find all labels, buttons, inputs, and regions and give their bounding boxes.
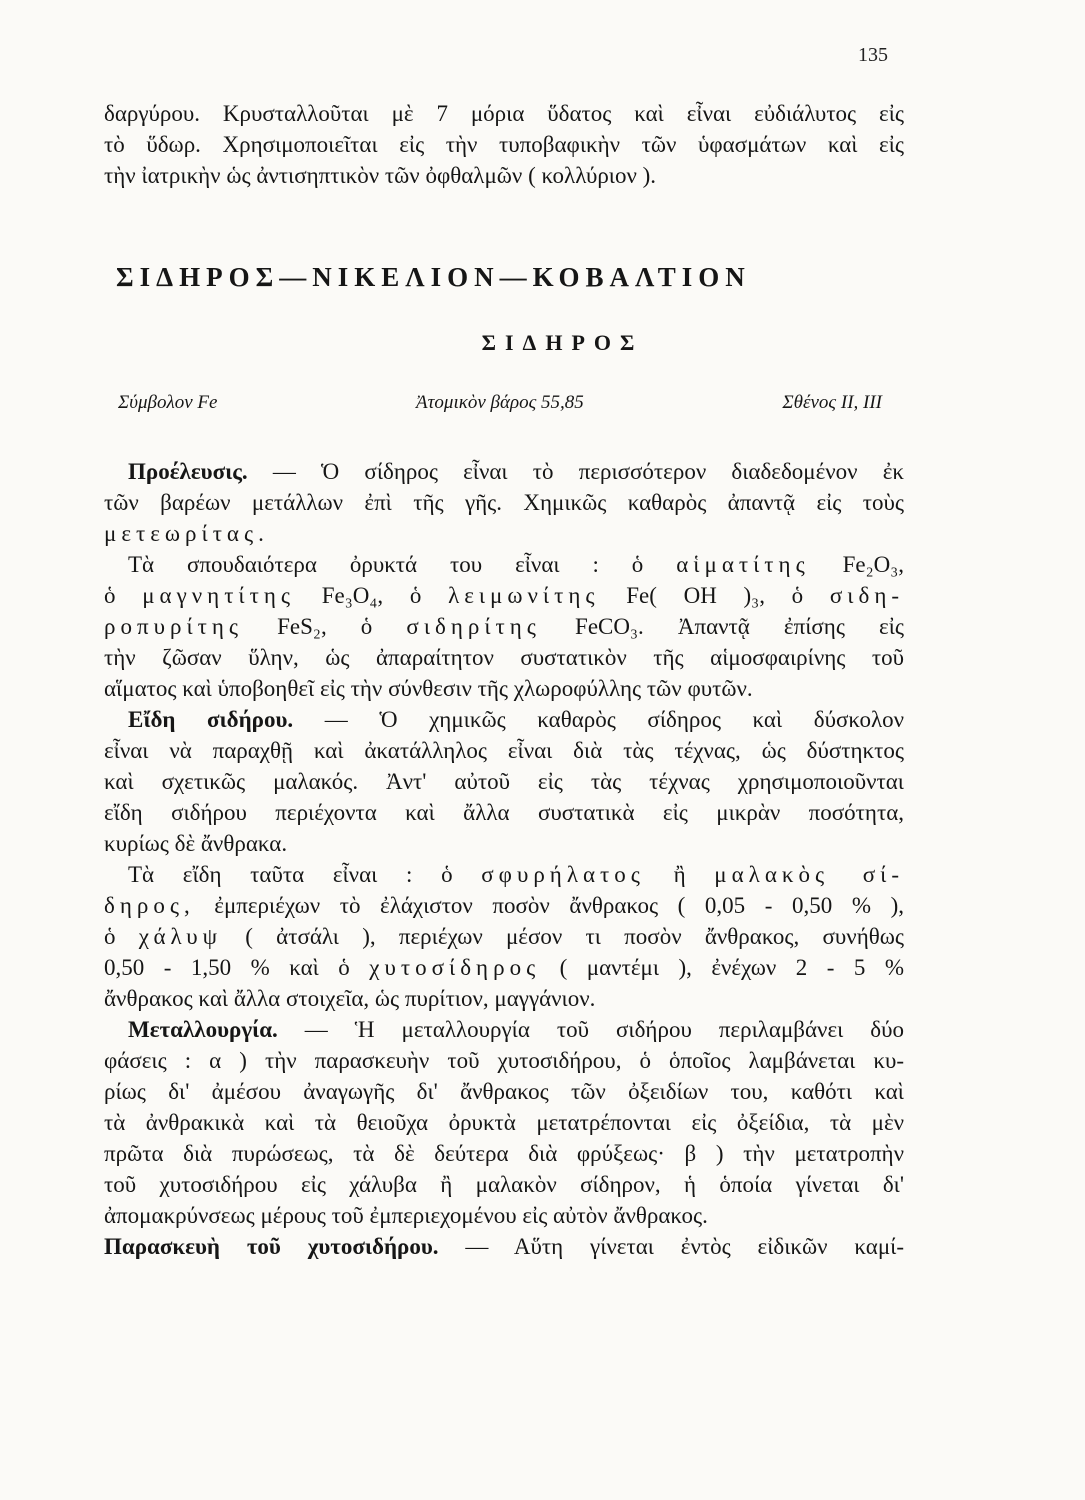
symbol-label: Σύμβολον Fe [118, 392, 218, 413]
text-line: 0,50 - 1,50 % καὶ ὁ χυτοσίδηρος ( μαντέμι ), ἐνέχων 2 - 5 % [104, 955, 905, 980]
text-line: ἄνθρακος καὶ ἄλλα στοιχεῖα, ὡς πυρίτιον, μαγγάνιον. [104, 986, 596, 1011]
chapter-title: ΣΙΔΗΡΟΣ—ΝΙΚΕΛΙΟΝ—ΚΟΒΑΛΤΙΟΝ [116, 262, 751, 292]
text-line: εἶναι νὰ παραχθῇ καὶ ἀκατάλληλος εἶναι διὰ τὰς τέχνας, ὡς δύστηκτος [104, 738, 904, 763]
text-line: αἵματος καὶ ὑποβοηθεῖ εἰς τὴν σύνθεσιν τῆς χλωροφύλλης τῶν φυτῶν. [104, 676, 753, 701]
paragraph-heading: Προέλευσις. [128, 459, 248, 484]
intro-paragraph [104, 98, 904, 191]
text-line: Προέλευσις. — Ὁ σίδηρος εἶναι τὸ περισσότερον διαδεδομένον ἐκ [128, 459, 905, 484]
text-line: ὁ μαγνητίτης Fe₃O₄, ὁ λειμωνίτης Fe( OH )₃, ὁ σιδη- [104, 583, 905, 608]
page-number: 135 [858, 44, 888, 66]
text-line: τὸ ὕδωρ. Χρησιμοποιεῖται εἰς τὴν τυποβαφικὴν τῶν ὑφασμάτων καὶ εἰς [104, 132, 904, 157]
valence-label: Σθένος II, III [782, 392, 882, 413]
paragraph-heading: Παρασκευὴ τοῦ χυτοσιδήρου. [104, 1234, 439, 1259]
text-line: δαργύρου. Κρυσταλλοῦται μὲ 7 μόρια ὕδατος καὶ εἶναι εὐδιάλυτος εἰς [104, 101, 904, 126]
text-line: Μεταλλουργία. — Ἡ μεταλλουργία τοῦ σιδήρου περιλαμβάνει δύο [128, 1017, 905, 1042]
atomic-weight-label: Ἀτομικὸν βάρος 55,85 [416, 392, 584, 413]
text-line: ροπυρίτης FeS₂, ὁ σιδηρίτης FeCO₃. Ἀπαντᾷ ἐπίσης εἰς [104, 614, 904, 639]
text-line: τὴν ζῶσαν ὕλην, ὡς ἀπαραίτητον συστατικὸν τῆς αἱμοσφαιρίνης τοῦ [104, 645, 904, 670]
paragraph-heading: Μεταλλουργία. [128, 1017, 278, 1042]
text-line: τῶν βαρέων μετάλλων ἐπὶ τῆς γῆς. Χημικῶς καθαρὸς ἀπαντᾷ εἰς τοὺς [104, 490, 904, 515]
text-line: Τὰ εἴδη ταῦτα εἶναι : ὁ σφυρήλατος ἢ μαλακὸς σί- [128, 862, 905, 887]
text-line: δηρος, ἐμπεριέχων τὸ ἐλάχιστον ποσὸν ἄνθρακος ( 0,05 - 0,50 % ), [104, 893, 904, 918]
text-line: ὁ χάλυψ ( ἀτσάλι ), περιέχων μέσον τι ποσὸν ἄνθρακος, συνήθως [104, 924, 905, 949]
text-line: κυρίως δὲ ἄνθρακα. [104, 831, 288, 856]
text-line: εἴδη σιδήρου περιέχοντα καὶ ἄλλα συστατικὰ εἰς μικρὰν ποσότητα, [104, 800, 904, 825]
text-line: πρῶτα διὰ πυρώσεως, τὰ δὲ δεύτερα διὰ φρύξεως· β ) τὴν μετατροπὴν [104, 1141, 904, 1166]
text-line: ρίως δι' ἀμέσου ἀναγωγῆς δι' ἄνθρακος τῶν ὀξειδίων του, καθότι καὶ [104, 1079, 904, 1104]
section-title: ΣΙΔΗΡΟΣ [481, 330, 644, 355]
text-line: μετεωρίτας. [104, 521, 269, 546]
text-line: τοῦ χυτοσιδήρου εἰς χάλυβα ἢ μαλακὸν σίδηρον, ἡ ὁποία γίνεται δι' [104, 1172, 904, 1197]
paragraph-heading: Εἴδη σιδήρου. [128, 707, 294, 732]
text-line: Παρασκευὴ τοῦ χυτοσιδήρου. — Αὕτη γίνεται ἐντὸς εἰδικῶν καμί- [104, 1234, 904, 1259]
text-line: φάσεις : α ) τὴν παρασκευὴν τοῦ χυτοσιδήρου, ὁ ὁποῖος λαμβάνεται κυ- [104, 1048, 904, 1073]
text-line: Εἴδη σιδήρου. — Ὁ χημικῶς καθαρὸς σίδηρος καὶ δύσκολον [128, 707, 904, 732]
text-line: ἀπομακρύνσεως μέρους τοῦ ἐμπεριεχομένου εἰς αὐτὸν ἄνθρακος. [104, 1203, 708, 1228]
text-line: τὴν ἰατρικὴν ὡς ἀντισηπτικὸν τῶν ὀφθαλμῶν ( κολλύριον ). [104, 163, 657, 188]
body-text [104, 456, 904, 1262]
text-line: τὰ ἀνθρακικὰ καὶ τὰ θειοῦχα ὀρυκτὰ μετατρέπονται εἰς ὀξείδια, τὰ μὲν [104, 1110, 904, 1135]
text-line: Τὰ σπουδαιότερα ὀρυκτά του εἶναι : ὁ αἱματίτης Fe₂O₃, [128, 552, 905, 577]
text-line: καὶ σχετικῶς μαλακός. Ἀντ' αὐτοῦ εἰς τὰς τέχνας χρησιμοποιοῦνται [104, 769, 904, 794]
element-properties [118, 392, 882, 414]
